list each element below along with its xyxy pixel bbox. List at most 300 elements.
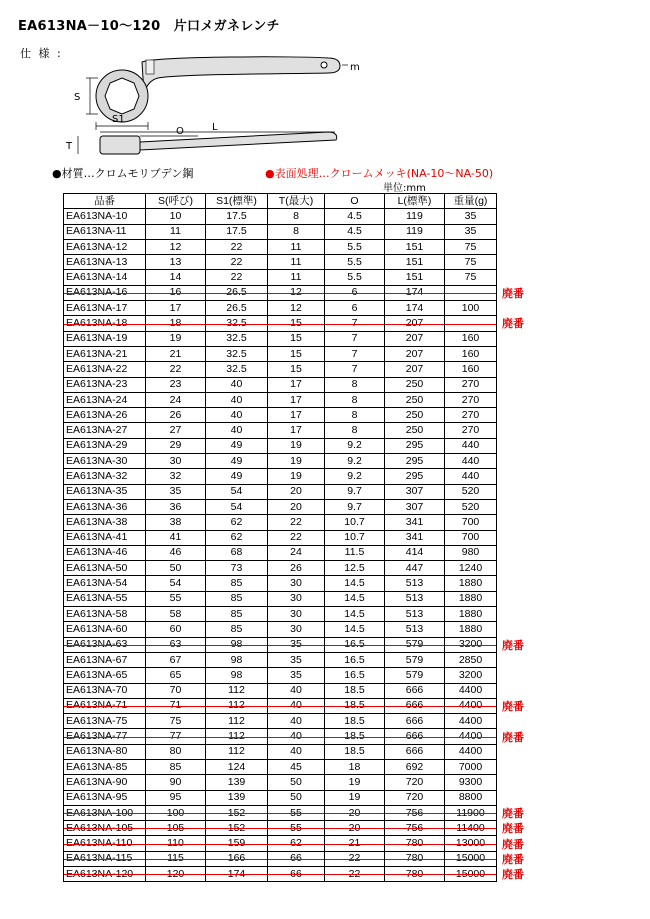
cell-s: 70 [146, 683, 206, 698]
cell-w: 4400 [445, 729, 497, 744]
cell-o: 8 [325, 423, 385, 438]
cell-l: 780 [385, 851, 445, 866]
cell-w: 13000 [445, 836, 497, 851]
cell-t: 17 [268, 377, 325, 392]
cell-l: 295 [385, 438, 445, 453]
cell-t: 40 [268, 744, 325, 759]
cell-s1: 54 [206, 484, 268, 499]
cell-s: 71 [146, 698, 206, 713]
cell-w: 2850 [445, 652, 497, 667]
cell-part-number: EA613NA-75 [64, 714, 146, 729]
cell-w: 100 [445, 301, 497, 316]
cell-w: 270 [445, 408, 497, 423]
wrench-top-view [96, 57, 340, 122]
cell-w: 160 [445, 331, 497, 346]
table-row [64, 821, 497, 836]
cell-s: 13 [146, 255, 206, 270]
cell-s1: 124 [206, 759, 268, 774]
cell-l: 666 [385, 714, 445, 729]
cell-o: 10.7 [325, 530, 385, 545]
cell-part-number: EA613NA-13 [64, 255, 146, 270]
cell-part-number: EA613NA-22 [64, 362, 146, 377]
cell-s1: 85 [206, 607, 268, 622]
table-row [64, 224, 497, 239]
cell-part-number: EA613NA-14 [64, 270, 146, 285]
cell-o: 8 [325, 408, 385, 423]
cell-o: 22 [325, 867, 385, 882]
cell-part-number: EA613NA-80 [64, 744, 146, 759]
cell-t: 17 [268, 392, 325, 407]
table-row [64, 545, 497, 560]
surface-treatment-note: ●表面処理…クロームメッキ(NA-10～NA-50) [265, 167, 494, 180]
cell-s: 105 [146, 821, 206, 836]
table-row [64, 698, 497, 713]
cell-t: 50 [268, 775, 325, 790]
discontinued-mark: 廃番 [502, 699, 524, 713]
cell-o: 16.5 [325, 668, 385, 683]
cell-s1: 22 [206, 270, 268, 285]
cell-s: 46 [146, 545, 206, 560]
cell-w: 75 [445, 255, 497, 270]
cell-w: 270 [445, 377, 497, 392]
cell-s1: 40 [206, 377, 268, 392]
table-row [64, 255, 497, 270]
cell-s1: 166 [206, 851, 268, 866]
cell-s1: 85 [206, 576, 268, 591]
cell-o: 16.5 [325, 637, 385, 652]
table-row [64, 331, 497, 346]
cell-part-number: EA613NA-67 [64, 652, 146, 667]
cell-o: 19 [325, 775, 385, 790]
cell-o: 18.5 [325, 698, 385, 713]
cell-l: 666 [385, 729, 445, 744]
cell-l: 119 [385, 224, 445, 239]
cell-s: 22 [146, 362, 206, 377]
cell-part-number: EA613NA-29 [64, 438, 146, 453]
cell-t: 40 [268, 698, 325, 713]
cell-s1: 98 [206, 637, 268, 652]
cell-s1: 152 [206, 821, 268, 836]
cell-o: 18.5 [325, 683, 385, 698]
cell-o: 9.7 [325, 499, 385, 514]
cell-w: 8800 [445, 790, 497, 805]
cell-w: 1880 [445, 591, 497, 606]
discontinued-mark: 廃番 [502, 852, 524, 866]
cell-s1: 85 [206, 591, 268, 606]
table-row [64, 515, 497, 530]
cell-part-number: EA613NA-46 [64, 545, 146, 560]
cell-s1: 62 [206, 530, 268, 545]
cell-w: 520 [445, 484, 497, 499]
cell-part-number: EA613NA-70 [64, 683, 146, 698]
wrench-side-view [100, 132, 337, 154]
cell-part-number: EA613NA-95 [64, 790, 146, 805]
cell-s1: 32.5 [206, 346, 268, 361]
cell-w: 1880 [445, 607, 497, 622]
cell-s1: 139 [206, 775, 268, 790]
cell-part-number: EA613NA-18 [64, 316, 146, 331]
cell-s1: 54 [206, 499, 268, 514]
table-row [64, 346, 497, 361]
cell-o: 22 [325, 851, 385, 866]
cell-w: 440 [445, 454, 497, 469]
cell-l: 414 [385, 545, 445, 560]
cell-o: 7 [325, 331, 385, 346]
cell-w: 11900 [445, 805, 497, 820]
cell-s1: 49 [206, 454, 268, 469]
cell-t: 24 [268, 545, 325, 560]
table-row [64, 270, 497, 285]
table-row [64, 836, 497, 851]
cell-w: 4400 [445, 698, 497, 713]
table-row [64, 652, 497, 667]
table-row [64, 637, 497, 652]
cell-l: 250 [385, 423, 445, 438]
cell-part-number: EA613NA-36 [64, 499, 146, 514]
cell-w: 440 [445, 438, 497, 453]
cell-t: 50 [268, 790, 325, 805]
cell-l: 341 [385, 530, 445, 545]
cell-s1: 32.5 [206, 362, 268, 377]
cell-part-number: EA613NA-41 [64, 530, 146, 545]
cell-o: 9.2 [325, 469, 385, 484]
cell-l: 692 [385, 759, 445, 774]
cell-part-number: EA613NA-17 [64, 301, 146, 316]
cell-t: 55 [268, 805, 325, 820]
cell-o: 14.5 [325, 576, 385, 591]
cell-part-number: EA613NA-30 [64, 454, 146, 469]
cell-s: 120 [146, 867, 206, 882]
cell-t: 30 [268, 622, 325, 637]
table-row [64, 408, 497, 423]
cell-s: 110 [146, 836, 206, 851]
cell-w [445, 316, 497, 331]
cell-s1: 17.5 [206, 209, 268, 224]
cell-l: 307 [385, 499, 445, 514]
cell-l: 250 [385, 392, 445, 407]
label-m: m [350, 62, 360, 73]
table-row [64, 377, 497, 392]
cell-o: 6 [325, 285, 385, 300]
label-L: L [212, 122, 218, 133]
cell-part-number: EA613NA-12 [64, 239, 146, 254]
cell-o: 18 [325, 759, 385, 774]
cell-s: 38 [146, 515, 206, 530]
table-row [64, 851, 497, 866]
unit-label: 単位:mm [383, 183, 426, 194]
cell-l: 756 [385, 805, 445, 820]
cell-s: 12 [146, 239, 206, 254]
cell-w: 3200 [445, 668, 497, 683]
table-row [64, 423, 497, 438]
cell-s1: 112 [206, 714, 268, 729]
header-weight: 重量(g) [445, 194, 497, 209]
cell-part-number: EA613NA-11 [64, 224, 146, 239]
cell-t: 17 [268, 408, 325, 423]
discontinued-mark: 廃番 [502, 837, 524, 851]
cell-s1: 26.5 [206, 301, 268, 316]
table-row [64, 775, 497, 790]
table-row [64, 499, 497, 514]
cell-l: 666 [385, 683, 445, 698]
cell-part-number: EA613NA-24 [64, 392, 146, 407]
table-row [64, 729, 497, 744]
cell-w: 520 [445, 499, 497, 514]
cell-w: 160 [445, 346, 497, 361]
cell-part-number: EA613NA-32 [64, 469, 146, 484]
cell-o: 6 [325, 301, 385, 316]
cell-s1: 112 [206, 729, 268, 744]
table-row [64, 683, 497, 698]
cell-s1: 139 [206, 790, 268, 805]
cell-part-number: EA613NA-38 [64, 515, 146, 530]
cell-l: 579 [385, 668, 445, 683]
label-S1: S1 [112, 114, 125, 125]
cell-s: 100 [146, 805, 206, 820]
cell-s1: 62 [206, 515, 268, 530]
cell-o: 8 [325, 377, 385, 392]
cell-t: 20 [268, 484, 325, 499]
table-row [64, 591, 497, 606]
table-row [64, 668, 497, 683]
cell-o: 7 [325, 316, 385, 331]
cell-t: 55 [268, 821, 325, 836]
cell-l: 295 [385, 454, 445, 469]
cell-o: 7 [325, 362, 385, 377]
cell-w: 35 [445, 224, 497, 239]
cell-part-number: EA613NA-50 [64, 561, 146, 576]
page-title: EA613NA－10～120 片口メガネレンチ [18, 19, 280, 34]
cell-part-number: EA613NA-10 [64, 209, 146, 224]
cell-l: 756 [385, 821, 445, 836]
cell-o: 18.5 [325, 744, 385, 759]
cell-l: 119 [385, 209, 445, 224]
cell-w: 700 [445, 515, 497, 530]
cell-t: 66 [268, 851, 325, 866]
cell-l: 447 [385, 561, 445, 576]
table-row [64, 744, 497, 759]
discontinued-mark: 廃番 [502, 807, 524, 820]
cell-t: 11 [268, 255, 325, 270]
cell-part-number: EA613NA-105 [64, 821, 146, 836]
cell-s: 65 [146, 668, 206, 683]
header-s: S(呼び) [146, 194, 206, 209]
cell-t: 20 [268, 499, 325, 514]
cell-l: 513 [385, 591, 445, 606]
cell-s: 63 [146, 637, 206, 652]
cell-t: 12 [268, 301, 325, 316]
cell-s1: 32.5 [206, 316, 268, 331]
cell-part-number: EA613NA-55 [64, 591, 146, 606]
cell-t: 15 [268, 362, 325, 377]
cell-w: 270 [445, 423, 497, 438]
cell-o: 8 [325, 392, 385, 407]
cell-t: 35 [268, 668, 325, 683]
cell-part-number: EA613NA-85 [64, 759, 146, 774]
table-header-row [64, 194, 497, 209]
cell-s: 16 [146, 285, 206, 300]
discontinued-mark: 廃番 [502, 730, 524, 744]
discontinued-mark: 廃番 [502, 868, 524, 882]
cell-o: 14.5 [325, 607, 385, 622]
cell-s: 29 [146, 438, 206, 453]
cell-l: 151 [385, 270, 445, 285]
cell-part-number: EA613NA-120 [64, 867, 146, 882]
cell-part-number: EA613NA-27 [64, 423, 146, 438]
cell-part-number: EA613NA-23 [64, 377, 146, 392]
cell-s1: 49 [206, 469, 268, 484]
cell-w: 7000 [445, 759, 497, 774]
cell-l: 513 [385, 576, 445, 591]
cell-part-number: EA613NA-115 [64, 851, 146, 866]
cell-s: 36 [146, 499, 206, 514]
cell-s: 10 [146, 209, 206, 224]
cell-o: 4.5 [325, 209, 385, 224]
cell-t: 15 [268, 331, 325, 346]
cell-w: 160 [445, 362, 497, 377]
cell-t: 30 [268, 607, 325, 622]
cell-s1: 152 [206, 805, 268, 820]
cell-l: 666 [385, 744, 445, 759]
cell-l: 174 [385, 285, 445, 300]
cell-s: 19 [146, 331, 206, 346]
cell-t: 22 [268, 530, 325, 545]
table-row [64, 392, 497, 407]
cell-s: 30 [146, 454, 206, 469]
cell-s: 55 [146, 591, 206, 606]
cell-part-number: EA613NA-19 [64, 331, 146, 346]
table-row [64, 285, 497, 300]
cell-s: 50 [146, 561, 206, 576]
cell-l: 666 [385, 698, 445, 713]
cell-o: 7 [325, 346, 385, 361]
cell-o: 12.5 [325, 561, 385, 576]
label-T: T [66, 141, 73, 152]
cell-w: 11400 [445, 821, 497, 836]
cell-o: 10.7 [325, 515, 385, 530]
cell-s: 27 [146, 423, 206, 438]
cell-part-number: EA613NA-90 [64, 775, 146, 790]
cell-w: 75 [445, 270, 497, 285]
cell-w [445, 285, 497, 300]
cell-t: 8 [268, 209, 325, 224]
cell-t: 19 [268, 438, 325, 453]
header-part-number: 品番 [64, 194, 146, 209]
table-row [64, 438, 497, 453]
cell-s1: 40 [206, 408, 268, 423]
cell-s: 90 [146, 775, 206, 790]
cell-t: 8 [268, 224, 325, 239]
label-S: S [74, 92, 81, 103]
table-row [64, 561, 497, 576]
cell-t: 19 [268, 469, 325, 484]
cell-l: 513 [385, 607, 445, 622]
cell-l: 341 [385, 515, 445, 530]
table-row [64, 469, 497, 484]
cell-part-number: EA613NA-54 [64, 576, 146, 591]
cell-t: 40 [268, 683, 325, 698]
cell-s1: 112 [206, 744, 268, 759]
table-row [64, 714, 497, 729]
cell-w: 15000 [445, 867, 497, 882]
cell-s1: 112 [206, 683, 268, 698]
cell-s1: 22 [206, 239, 268, 254]
cell-o: 11.5 [325, 545, 385, 560]
cell-s1: 174 [206, 867, 268, 882]
cell-l: 513 [385, 622, 445, 637]
cell-s: 26 [146, 408, 206, 423]
cell-t: 45 [268, 759, 325, 774]
table-row [64, 454, 497, 469]
cell-part-number: EA613NA-58 [64, 607, 146, 622]
cell-o: 9.7 [325, 484, 385, 499]
cell-s1: 98 [206, 652, 268, 667]
cell-t: 15 [268, 316, 325, 331]
cell-l: 207 [385, 362, 445, 377]
cell-l: 151 [385, 239, 445, 254]
cell-o: 21 [325, 836, 385, 851]
cell-l: 250 [385, 377, 445, 392]
cell-w: 270 [445, 392, 497, 407]
cell-t: 17 [268, 423, 325, 438]
cell-l: 307 [385, 484, 445, 499]
cell-t: 19 [268, 454, 325, 469]
table-row [64, 301, 497, 316]
cell-t: 30 [268, 576, 325, 591]
cell-w: 980 [445, 545, 497, 560]
cell-o: 5.5 [325, 239, 385, 254]
cell-t: 35 [268, 637, 325, 652]
cell-s: 23 [146, 377, 206, 392]
cell-o: 18.5 [325, 714, 385, 729]
table-row [64, 209, 497, 224]
cell-l: 250 [385, 408, 445, 423]
cell-t: 11 [268, 239, 325, 254]
spec-label: 仕 様 : [20, 47, 63, 60]
cell-s: 21 [146, 346, 206, 361]
cell-o: 9.2 [325, 438, 385, 453]
cell-s1: 49 [206, 438, 268, 453]
table-row [64, 316, 497, 331]
cell-o: 14.5 [325, 591, 385, 606]
cell-s: 35 [146, 484, 206, 499]
cell-s: 80 [146, 744, 206, 759]
cell-w: 35 [445, 209, 497, 224]
cell-t: 11 [268, 270, 325, 285]
wrench-diagram [60, 48, 360, 160]
cell-l: 174 [385, 301, 445, 316]
header-o: O [325, 194, 385, 209]
cell-t: 40 [268, 729, 325, 744]
discontinued-mark: 廃番 [502, 822, 524, 836]
label-O: O [176, 126, 184, 137]
cell-part-number: EA613NA-35 [64, 484, 146, 499]
cell-s1: 85 [206, 622, 268, 637]
cell-s: 24 [146, 392, 206, 407]
cell-t: 66 [268, 867, 325, 882]
cell-t: 26 [268, 561, 325, 576]
discontinued-mark: 廃番 [502, 317, 524, 331]
cell-s: 85 [146, 759, 206, 774]
cell-t: 62 [268, 836, 325, 851]
cell-s1: 32.5 [206, 331, 268, 346]
cell-t: 15 [268, 346, 325, 361]
cell-o: 20 [325, 821, 385, 836]
table-row [64, 622, 497, 637]
cell-s: 11 [146, 224, 206, 239]
header-l: L(標準) [385, 194, 445, 209]
cell-part-number: EA613NA-21 [64, 346, 146, 361]
